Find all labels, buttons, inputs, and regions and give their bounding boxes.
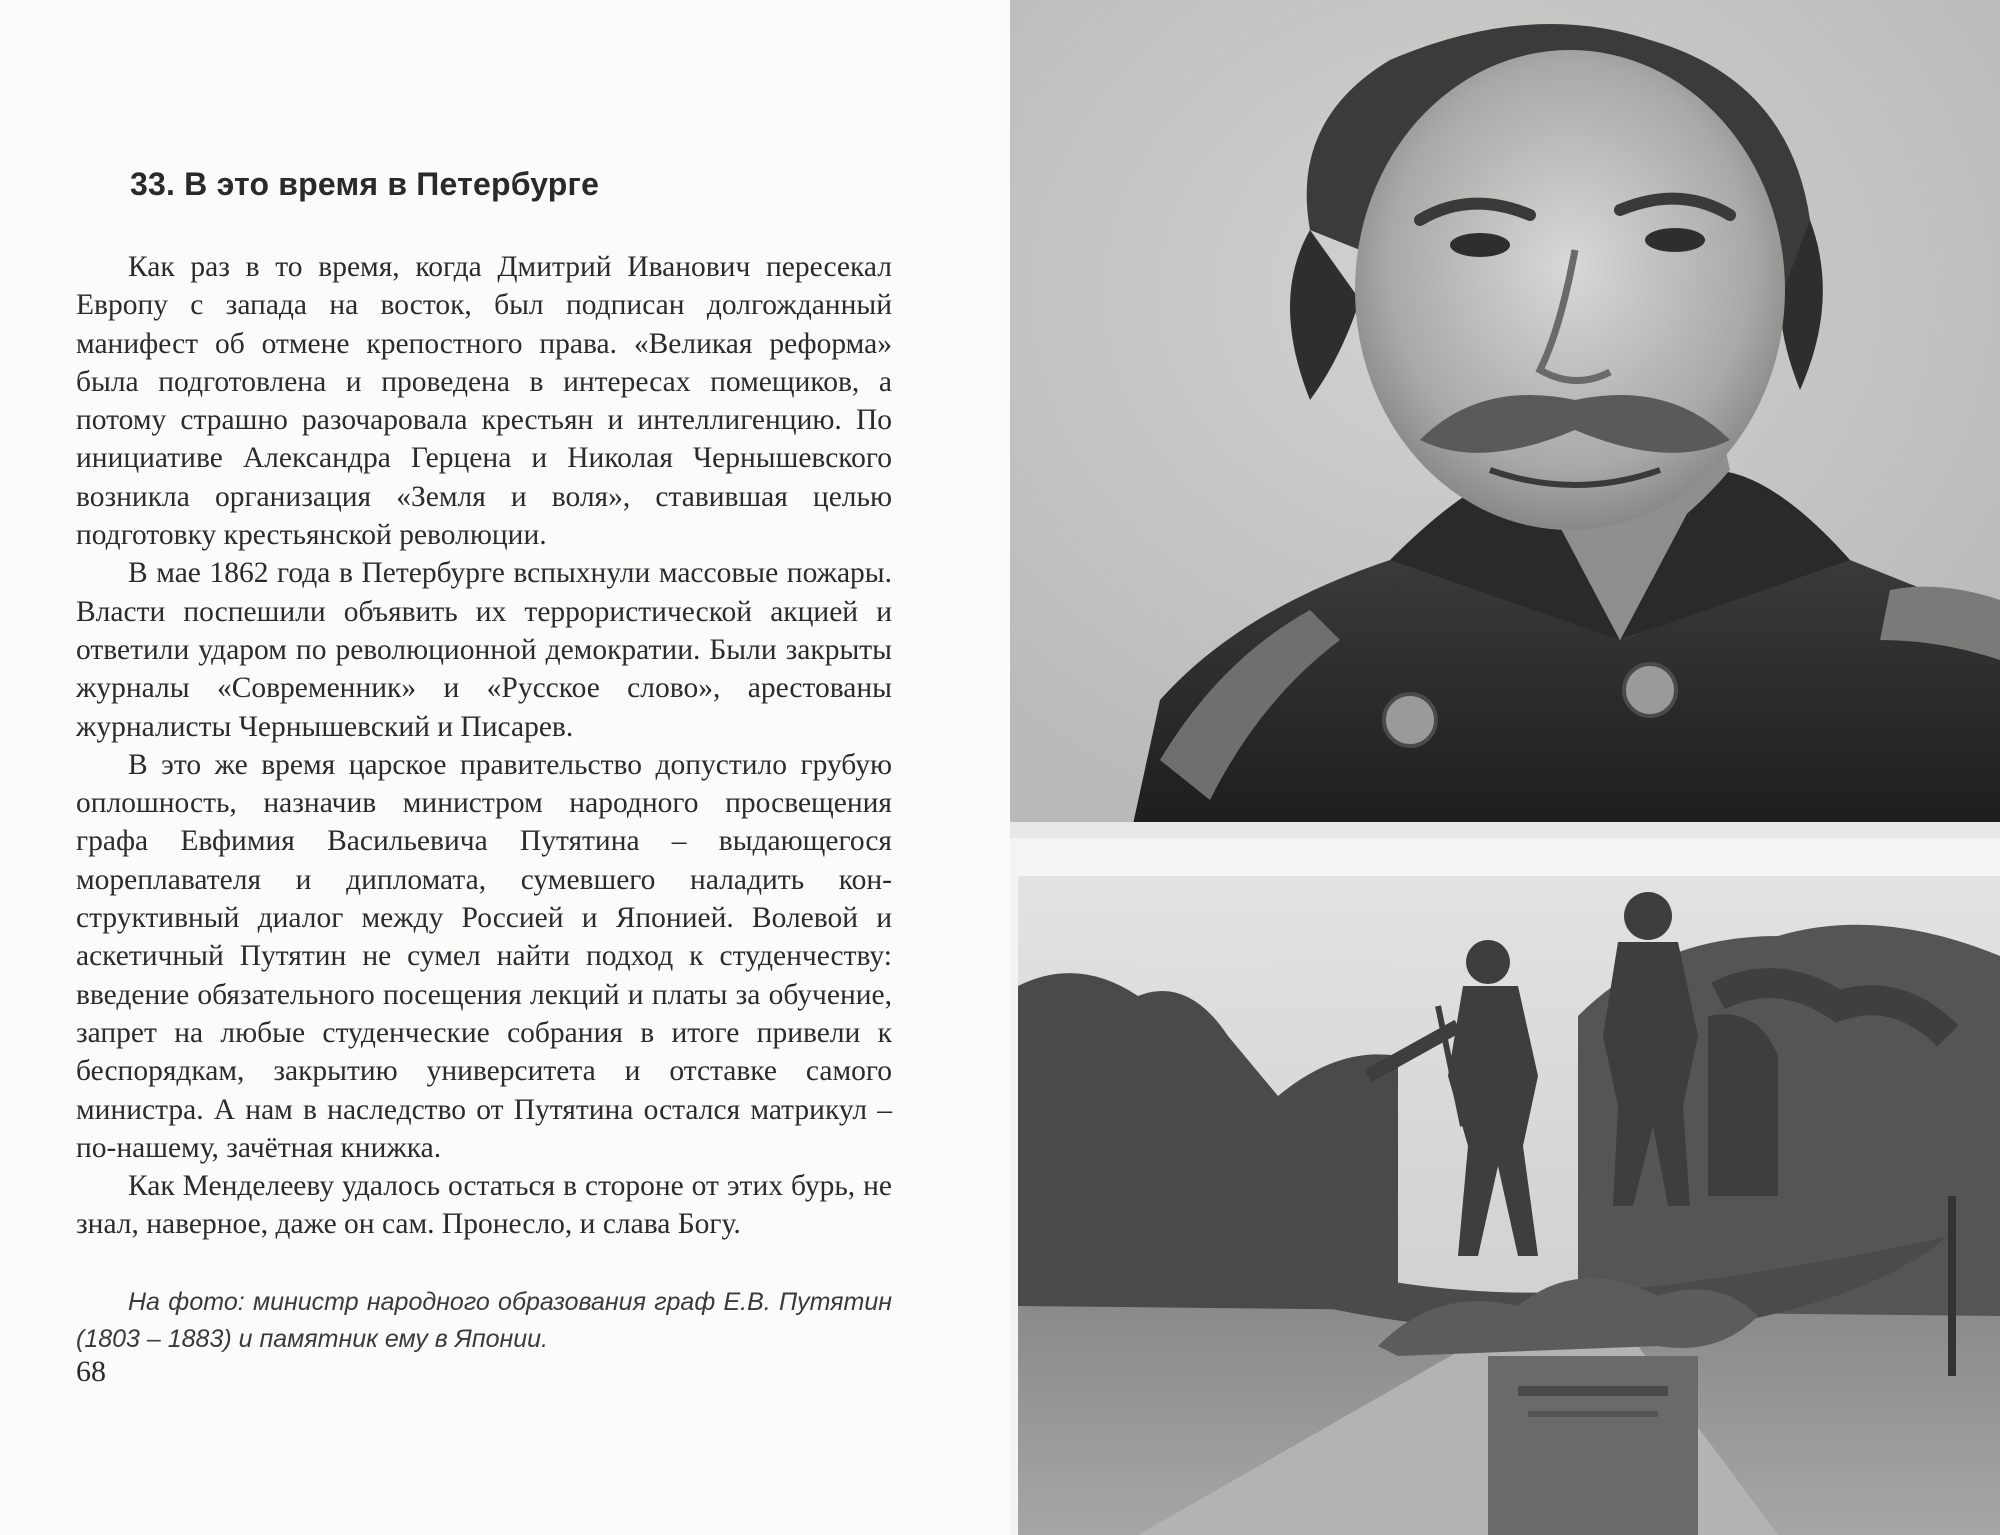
chapter-title: 33. В это время в Петербурге (130, 166, 600, 202)
paragraph: В это же время царское правительство допустило грубую оплошность, назначив министром народного просвещения графа Евфимия Васильевича Путятина – выдающегося мореплавателя и дипломата, сумевшего наладить конструктивный диалог между Россией и Японией. Волевой и аскетичный Путятин не сумел найти подход к студенчеству: введение обязательного посещения лекций и платы за обучение, запрет на любые студенческие собрания в итоге привели к беспорядкам, закрытию университета и отставке самого министра. А нам в наследство от Путятина остался матрикул – по-нашему, зачётная книжка. (76, 748, 892, 1164)
paragraph: Как Менделееву удалось остаться в стороне от этих бурь, не знал, наверное, даже он сам. Пронесло, и слава Богу. (76, 1170, 892, 1241)
paragraph: В мае 1862 года в Петербурге вспыхнули массовые пожары. Власти поспешили объявить их террористической акцией и ответили ударом по революционной демократии. Были закрыты журналы «Современник» и «Русское слово», арестованы журналисты Чернышевский и Писарев. (76, 557, 892, 743)
monument-photo (1018, 876, 2000, 1535)
photo-caption: На фото: министр народного образования граф Е.В. Путятин (1803 – 1883) и памятник ему в Японии. (76, 1288, 892, 1353)
portrait-photo (1010, 0, 2000, 838)
article-body (76, 248, 892, 1244)
page-number: 68 (76, 1355, 106, 1388)
paragraph: Как раз в то время, когда Дмитрий Иванович пересекал Европу с запада на восток, был подписан долгожданный манифест об отмене крепостного права. «Великая реформа» была подготовлена и проведена в интересах помещиков, а потому страшно разочаровала крестьян и интеллигенцию. По инициативе Александра Герцена и Николая Чернышевского возникла организация «Земля и воля», ставившая целью подготовку крестьянской революции. (76, 251, 892, 552)
